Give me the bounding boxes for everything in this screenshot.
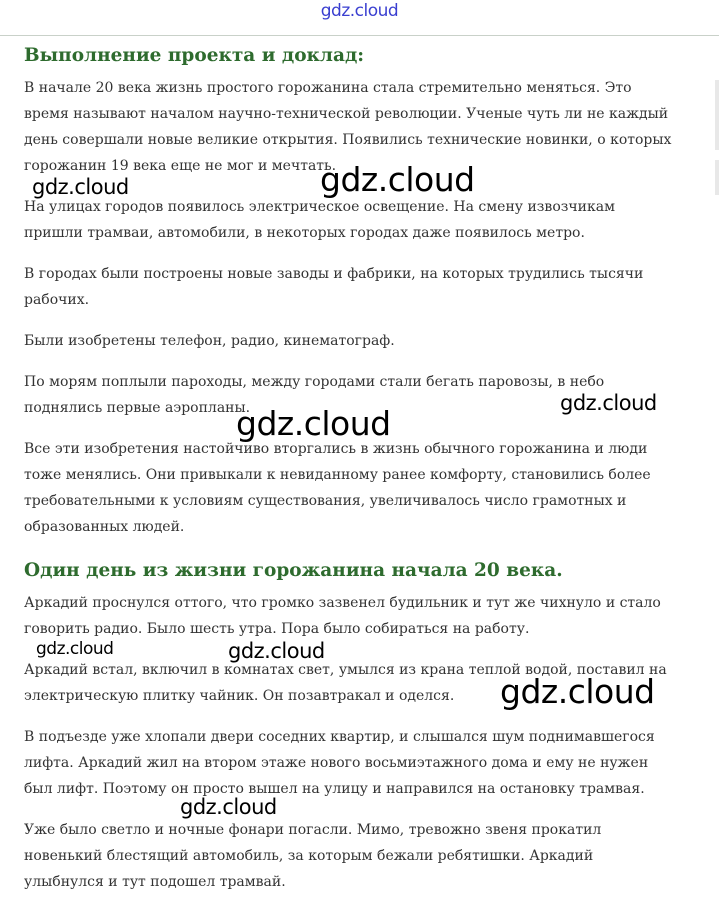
watermark: gdz.cloud: [36, 639, 114, 659]
paragraph: В начале 20 века жизнь простого горожанина стала стремительно меняться. Это время называют началом научно-технической революции. Ученые чуть ли не каждый день совершали новые великие открытия. Появились технические новинки, о которых горожанин 19 века еще не мог и мечтать.: [24, 80, 672, 174]
paragraph: Аркадий встал, включил в комнатах свет, умылся из крана теплой водой, поставил на электрическую плитку чайник. Он позавтракал и оделся.: [24, 662, 667, 704]
watermark: gdz.cloud: [320, 160, 475, 199]
watermark: gdz.cloud: [228, 639, 325, 663]
paragraph: В городах были построены новые заводы и фабрики, на которых трудились тысячи рабочих.: [24, 266, 644, 308]
site-logo[interactable]: gdz.cloud: [320, 1, 399, 21]
watermark: gdz.cloud: [236, 404, 391, 443]
side-panel-edge-2: [715, 160, 719, 195]
paragraph: В подъезде уже хлопали двери соседних квартир, и слышался шум поднимавшегося лифта. Аркадий жил на втором этаже нового восьмиэтажного дома и ему не нужен был лифт. Поэтому он просто вышел на улицу и направился на остановку трамвая.: [24, 729, 655, 797]
paragraph: На улицах городов появилось электрическое освещение. На смену извозчикам пришли трамваи, автомобили, в некоторых городах даже появилось метро.: [24, 199, 615, 241]
header-divider: [0, 35, 719, 36]
paragraph: По морям поплыли пароходы, между городами стали бегать паровозы, в небо поднялись первые аэропланы.: [24, 374, 605, 416]
paragraph: Все эти изобретения настойчиво вторгались в жизнь обычного горожанина и люди тоже менялись. Они привыкали к невиданному ранее комфорту, становились более требовательными к условиям существования, увеличивалось число грамотных и образованных людей.: [24, 441, 651, 535]
watermark: gdz.cloud: [32, 175, 129, 199]
watermark: gdz.cloud: [500, 672, 655, 711]
section-title-project: Выполнение проекта и доклад:: [24, 45, 365, 66]
section-title-day: Один день из жизни горожанина начала 20 века.: [24, 560, 563, 581]
watermark: gdz.cloud: [560, 391, 657, 415]
paragraph: Уже было светло и ночные фонари погасли. Мимо, тревожно звеня прокатил новенький блестящий автомобиль, за которым бежали ребятишки. Аркадий улыбнулся и тут подошел трамвай.: [24, 822, 602, 890]
watermark: gdz.cloud: [180, 795, 277, 819]
side-panel-edge: [715, 80, 719, 150]
paragraph: Были изобретены телефон, радио, кинематограф.: [24, 333, 395, 349]
paragraph: Аркадий проснулся оттого, что громко зазвенел будильник и тут же чихнуло и стало говорить радио. Было шесть утра. Пора было собираться на работу.: [24, 595, 661, 637]
